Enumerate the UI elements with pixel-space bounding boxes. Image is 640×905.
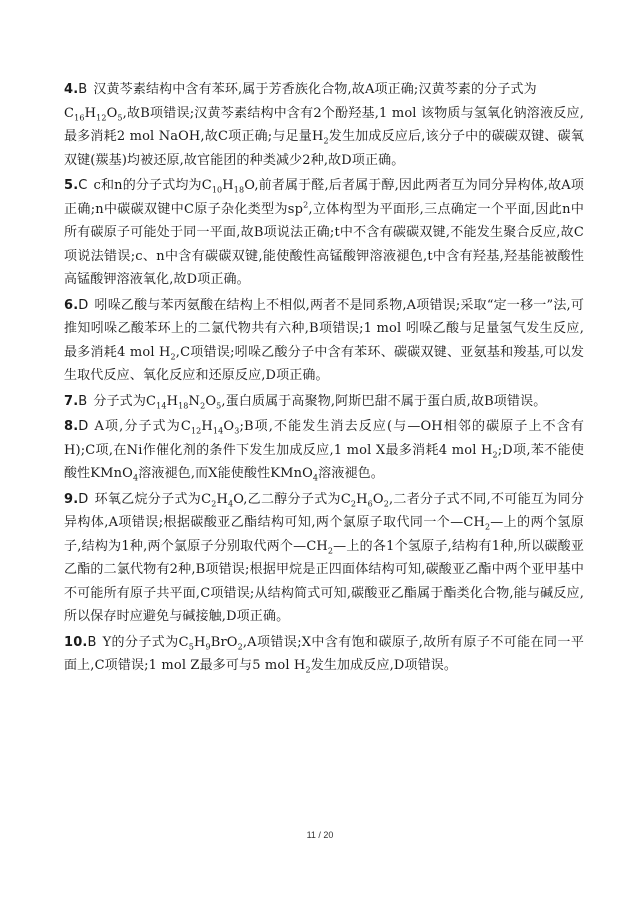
item-text: ;D项,苯不能使酸性KMnO <box>64 442 584 481</box>
subscript: 2 <box>305 665 311 675</box>
subscript: 5 <box>188 642 194 652</box>
item-answer: B <box>78 82 88 97</box>
item-text: ,立体构型为平面形,三点确定一个平面,因此n中所有碳原子可能处于同一平面,故B项说法正确;t中不含有碳碳双键,不能发生聚合反应,故C项说法错误;c、n中含有碳碳双键,能使酸性高锰酸钾溶液褪色,t中含有羟基,羟基能被酸性高锰酸钾溶液氧化,故D项正确。 <box>64 201 584 287</box>
subscript: 2 <box>383 499 389 509</box>
subscript: 2 <box>492 450 498 460</box>
formula-part: H <box>84 105 97 121</box>
subscript: 2 <box>323 136 329 146</box>
answer-item-5 <box>64 174 584 292</box>
item-text: —上的各1个氢原子,结构有1种,所以碳酸亚乙酯的二氯代物有2种,B项错误;根据甲烷是正四面体结构可知,碳酸亚乙酯中两个亚甲基中不可能所有原子共平面,C项错误;从结构简式可知,碳酸亚乙酯属于酯类化合物,能与碱反应,所以保存时应避免与碱接触,D项正确。 <box>64 538 584 624</box>
subscript: 2 <box>327 546 334 556</box>
subscript: 4 <box>132 473 139 483</box>
formula-part: H <box>216 491 228 507</box>
formula-part: H <box>201 419 213 434</box>
formula-part: BrO <box>210 634 238 650</box>
subscript: 2 <box>211 499 217 509</box>
answer-item-10 <box>64 631 584 678</box>
subscript: 12 <box>96 113 107 123</box>
subscript: 2 <box>484 522 491 532</box>
item-text: 汉黄芩素结构中含有苯环,属于芳香族化合物,故A项正确;汉黄芩素的分子式为 <box>93 82 537 97</box>
item-text: O,乙二醇分子式为C <box>233 491 351 507</box>
item-number: 6. <box>64 297 79 313</box>
item-text: ,二者分子式不同,不可能互为同分异构体,A项错误;根据碳酸亚乙酯结构可知,两个氯原子取代同一个—CH <box>64 491 585 530</box>
subscript: 9 <box>205 642 211 652</box>
subscript: 4 <box>227 499 234 509</box>
formula-part: C <box>64 105 75 121</box>
answer-item-7 <box>64 390 584 414</box>
subscript: 5 <box>117 113 123 123</box>
item-answer: B <box>87 634 97 650</box>
answer-item-6 <box>64 294 584 388</box>
item-number: 9. <box>64 491 79 507</box>
answer-item-8 <box>64 415 584 486</box>
subscript: 5 <box>216 401 222 411</box>
item-text: 溶液褪色,而X能使酸性KMnO <box>138 466 313 481</box>
item-text: O,前者属于醛,后者属于醇,因此两者互为同分异构体,故A项正确;n中碳碳双键中C原子杂化类型为sp <box>64 178 584 217</box>
subscript: 2 <box>170 352 176 362</box>
item-number: 4. <box>64 82 79 97</box>
item-number: 5. <box>64 178 79 193</box>
subscript: 10 <box>211 185 223 195</box>
item-text: Y的分子式为C <box>102 634 189 650</box>
formula-part: O <box>106 105 118 121</box>
formula-part: N <box>188 393 201 409</box>
item-text: c和n的分子式均为C <box>93 178 212 193</box>
formula-part: O <box>372 491 384 507</box>
item-text: 发生加成反应后,该分子中的碳碳双键、碳氧双键(羰基)均被还原,故官能团的种类减少2种,故D项正确。 <box>64 129 584 168</box>
item-number: 10. <box>64 634 88 650</box>
subscript: 16 <box>74 113 85 123</box>
item-answer: D <box>78 419 89 434</box>
item-text: ,蛋白质属于高聚物,阿斯巴甜不属于蛋白质,故B项错误。 <box>221 393 547 409</box>
item-text: 吲哚乙酸与苯丙氨酸在结构上不相似,两者不是同系物,A项错误;采取“定一移一”法,可推知吲哚乙酸苯环上的二氯代物共有六种,B项错误;1 mol 吲哚乙酸与足量氢气发生反应,最多消耗4 mol H <box>64 297 584 360</box>
subscript: 12 <box>190 426 202 436</box>
item-answer: D <box>78 297 89 313</box>
page-number: 11 / 20 <box>306 830 334 840</box>
formula-part: H <box>356 491 368 507</box>
subscript: 2 <box>237 642 243 652</box>
item-text: 溶液褪色。 <box>318 466 384 481</box>
formula-part: H <box>222 178 234 193</box>
item-text: ,A项错误;X中含有饱和碳原子,故所有原子不可能在同一平面上,C项错误;1 mol Z最多可与5 mol H <box>64 634 584 673</box>
answer-explanations <box>64 78 584 680</box>
subscript: 2 <box>200 401 206 411</box>
subscript: 4 <box>312 473 319 483</box>
subscript: 14 <box>212 426 224 436</box>
subscript: 2 <box>350 499 357 509</box>
item-answer: C <box>78 178 88 193</box>
item-text: ,C项错误;吲哚乙酸分子中含有苯环、碳碳双键、亚氨基和羧基,可以发生取代反应、氧化反应和还原反应,D项正确。 <box>64 344 584 383</box>
subscript: 14 <box>156 401 167 411</box>
answer-item-4 <box>64 78 584 172</box>
subscript: 18 <box>233 185 245 195</box>
item-text: A项,分子式为C <box>94 419 191 434</box>
item-text: 发生加成反应,D项错误。 <box>310 658 458 673</box>
formula-part: O <box>223 419 235 434</box>
formula-part: H <box>193 634 206 650</box>
item-text: 环氧乙烷分子式为C <box>94 491 212 507</box>
item-answer: D <box>78 491 89 507</box>
item-text: —上的两个氢原子,结构为1种,两个氯原子分别取代两个—CH <box>64 515 584 554</box>
item-number: 7. <box>64 393 79 409</box>
formula-part: H <box>166 393 179 409</box>
item-answer: B <box>78 393 88 409</box>
subscript: 3 <box>234 426 240 436</box>
superscript: 2 <box>303 200 309 210</box>
formula-part: O <box>205 393 217 409</box>
item-text: ;B项,不能发生消去反应(与—OH相邻的碳原子上不含有H);C项,在Ni作催化剂的条件下发生加成反应,1 mol X最多消耗4 mol H <box>64 419 584 458</box>
item-number: 8. <box>64 419 79 434</box>
subscript: 6 <box>367 499 373 509</box>
subscript: 18 <box>178 401 189 411</box>
answer-item-9 <box>64 488 584 629</box>
item-text: 分子式为C <box>93 393 157 409</box>
item-text: ,故B项错误;汉黄芩素结构中含有2个酚羟基,1 mol 该物质与氢氧化钠溶液反应,最多消耗2 mol NaOH,故C项正确;与足量H <box>64 105 584 144</box>
